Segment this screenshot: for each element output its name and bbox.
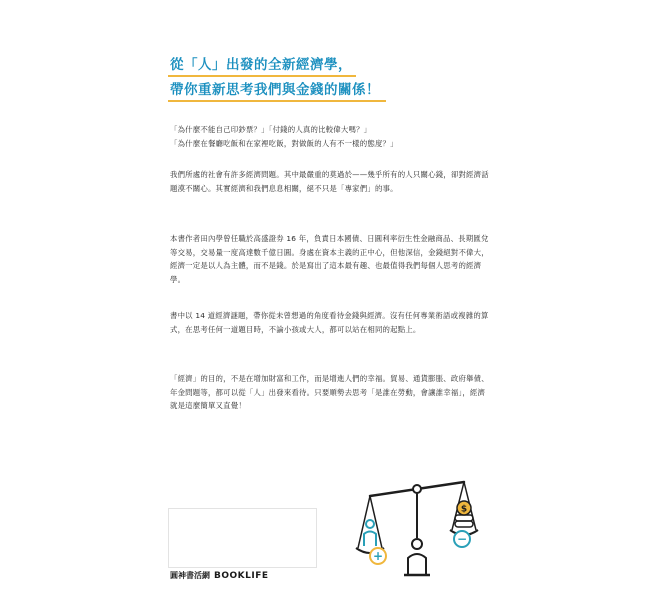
paragraph-author: [170, 232, 490, 286]
paragraph-text: 書中以 14 道經濟謎題，帶你從未曾想過的角度看待金錢與經濟。沒有任何專業術語或複雜的算式，在思考任何一道題目時，不論小孩或大人，都可以站在相同的起點上。: [170, 311, 489, 334]
minus-icon: [454, 531, 470, 547]
balance-scale-illustration: [352, 472, 482, 577]
paragraph-text: 「經濟」的目的，不是在增加財富和工作，而是增進人們的幸福。貿易、通貨膨脹、政府舉債、年金問題等，都可以從「人」出發來看待。只要順勢去思考「是誰在勞動，會讓誰幸福」，經濟就是這麼簡單又直覺！: [170, 374, 489, 410]
headline-underline-2: [168, 100, 386, 102]
headline-line-2: 帶你重新思考我們與金錢的關係！: [170, 82, 380, 98]
headline-line-1: 從「人」出發的全新經濟學，: [170, 57, 352, 73]
publisher-brand: BOOKLIFE: [214, 571, 269, 581]
question-quotes: [170, 123, 490, 150]
headline-underline-1: [168, 75, 356, 77]
svg-text:+: +: [372, 549, 384, 563]
paragraph-text: 本書作者田內學曾任職於高盛證券 16 年，負責日本國債、日圓利率衍生性金融商品、長期匯兌等交易，交易量一度高達數千億日圓。身處在資本主義的正中心，但他深信，金錢絕對不偉大，經濟一定是以人為主體，而不是錢。於是寫出了這本最有趣、也最值得我們每個人思考的經濟學。: [170, 234, 489, 284]
plus-icon: [370, 548, 386, 564]
barcode-placeholder: [168, 508, 317, 568]
publisher-name: 圓神書活網: [170, 571, 210, 580]
paragraph-intro: [170, 168, 490, 195]
paragraph-purpose: [170, 372, 490, 413]
quote-line: 「為什麼在餐廳吃飯和在家裡吃飯，對做飯的人有不一樣的態度？」: [170, 138, 398, 148]
person-icon: [364, 520, 376, 546]
paragraph-puzzles: [170, 309, 490, 336]
quote-line: 「為什麼不能自己印鈔票？」「付錢的人真的比較偉大嗎？」: [170, 125, 372, 134]
svg-text:−: −: [456, 532, 468, 546]
center-person-icon: [404, 493, 430, 575]
scale-pivot: [413, 485, 421, 493]
publisher-logo: [170, 570, 269, 581]
paragraph-text: 我們所處的社會有許多經濟問題。其中最嚴重的莫過於——幾乎所有的人只關心錢，卻對經濟話題漠不關心。其實經濟和我們息息相關，絕不只是「專家們」的事。: [170, 170, 489, 193]
svg-text:$: $: [460, 504, 468, 515]
coin-stack-icon: [455, 501, 473, 527]
